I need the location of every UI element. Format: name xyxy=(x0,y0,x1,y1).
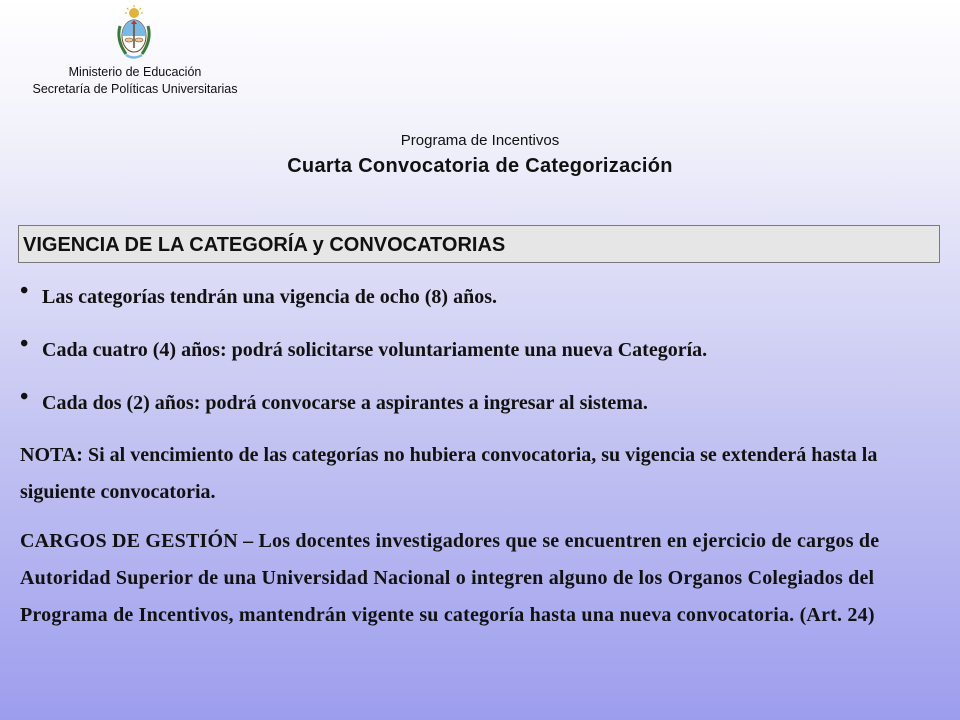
bullet-text: Cada cuatro (4) años: podrá solicitarse voluntariamente una nueva Categoría. xyxy=(42,339,708,361)
bullet-icon: • xyxy=(20,384,29,410)
bullet-text: Cada dos (2) años: podrá convocarse a aspirantes a ingresar al sistema. xyxy=(42,392,648,414)
list-item xyxy=(18,384,938,418)
list-item xyxy=(18,331,938,365)
ministry-name: Ministerio de Educación xyxy=(68,65,202,79)
bullet-icon: • xyxy=(20,278,29,304)
coat-of-arms-icon xyxy=(112,4,156,62)
bullet-text: Las categorías tendrán una vigencia de ocho (8) años. xyxy=(42,286,497,308)
list-item xyxy=(18,278,938,312)
bullet-list xyxy=(18,278,938,441)
bullet-icon: • xyxy=(20,331,29,357)
program-subtitle: Programa de Incentivos xyxy=(400,132,560,149)
section-heading: VIGENCIA DE LA CATEGORÍA y CONVOCATORIAS xyxy=(18,225,940,263)
note-paragraph: NOTA: Si al vencimiento de las categorías no hubiera convocatoria, su vigencia se extenderá hasta la siguiente convocatoria. xyxy=(20,444,878,503)
ministry-block xyxy=(0,64,270,98)
secretariat-name: Secretaría de Políticas Universitarias xyxy=(32,82,238,96)
cargos-paragraph: CARGOS DE GESTIÓN – Los docentes investigadores que se encuentren en ejercicio de cargos de Autoridad Superior de una Universidad Nacional o integren alguno de los Organos Colegiados del Programa de Incentivos, mantendrán vigente su categoría hasta una nueva convocatoria. (Art. 24) xyxy=(20,530,880,626)
program-title: Cuarta Convocatoria de Categorización xyxy=(287,155,673,177)
